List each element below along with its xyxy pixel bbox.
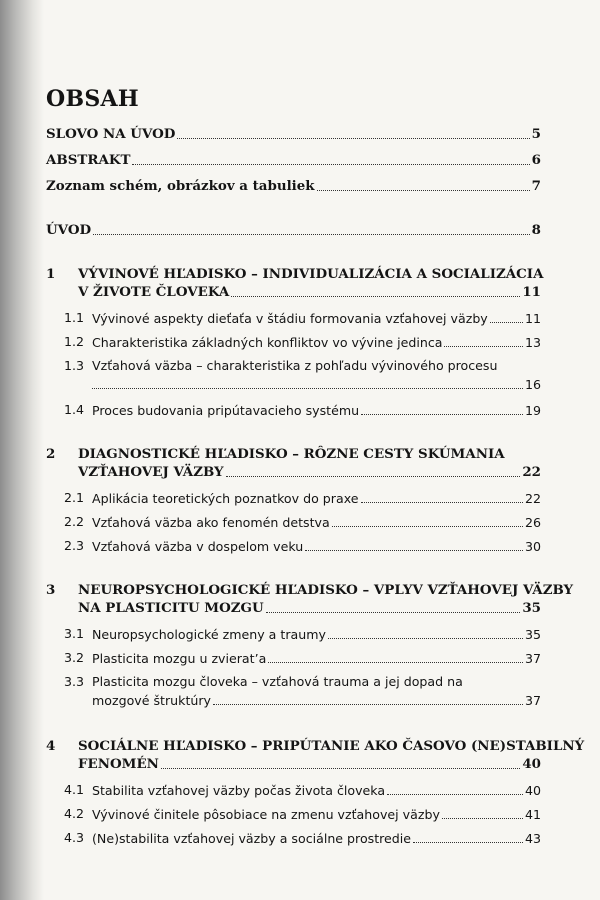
section-number: 2.2 (64, 514, 85, 529)
toc-entry-section[interactable] (92, 402, 541, 419)
section-number: 2.3 (64, 538, 85, 553)
toc-entry-label: (Ne)stabilita vzťahovej väzby a sociálne prostredie (92, 831, 412, 846)
toc-entry-page: 37 (524, 651, 541, 666)
toc-entry-section[interactable] (92, 514, 541, 531)
toc-entry-label: Proces budovania pripútavacieho systému (92, 403, 360, 418)
toc-entry-label-cont: mozgové štruktúry (92, 693, 211, 708)
toc-entry-page: 5 (531, 126, 541, 142)
toc-entry-chapter[interactable] (78, 600, 541, 617)
toc-entry-front[interactable] (46, 152, 541, 169)
section-number: 1.4 (64, 402, 85, 417)
leader-dots (490, 322, 523, 323)
toc-entry-page: 7 (531, 178, 541, 194)
toc-entry-page: 19 (524, 403, 541, 418)
leader-dots (387, 794, 523, 795)
toc-entry-label: Plasticita mozgu u zvierat’a (92, 651, 267, 666)
chapter-title[interactable]: VÝVINOVÉ HĽADISKO – INDIVIDUALIZÁCIA A SOCIALIZÁCIA (78, 266, 544, 282)
toc-entry-chapter[interactable] (78, 756, 541, 773)
section-number: 4.2 (64, 806, 85, 821)
leader-dots (93, 234, 530, 235)
toc-entry-front[interactable] (46, 126, 541, 143)
toc-entry-page: 8 (531, 222, 541, 238)
toc-entry-label: Vzťahová väzba v dospelom veku (92, 539, 304, 554)
toc-entry-page: 37 (524, 693, 541, 708)
book-gutter-shadow (0, 0, 44, 900)
leader-dots (413, 842, 523, 843)
toc-entry-page: 16 (524, 377, 541, 392)
leader-dots (268, 662, 523, 663)
section-number: 1.1 (64, 310, 85, 325)
chapter-title[interactable]: SOCIÁLNE HĽADISKO – PRIPÚTANIE AKO ČASOVO (NE)STABILNÝ (78, 738, 585, 754)
toc-entry-front[interactable] (46, 222, 541, 239)
toc-entry-label: Vývinové činitele pôsobiace na zmenu vzťahovej väzby (92, 807, 440, 822)
toc-entry-label: ABSTRAKT (46, 152, 131, 168)
leader-dots (266, 612, 521, 613)
toc-entry-page: 26 (524, 515, 541, 530)
toc-entry-page: 40 (524, 783, 541, 798)
toc-entry-label: Stabilita vzťahovej väzby počas života človeka (92, 783, 386, 798)
toc-entry-front[interactable] (46, 178, 541, 195)
toc-entry-section[interactable] (92, 830, 541, 847)
leader-dots (92, 388, 523, 389)
toc-entry-section[interactable] (92, 782, 541, 799)
section-number: 4.1 (64, 782, 85, 797)
chapter-title-cont: V ŽIVOTE ČLOVEKA (78, 284, 230, 300)
toc-entry-page: 35 (522, 600, 541, 616)
toc-entry-page: 11 (522, 284, 541, 300)
leader-dots (305, 550, 523, 551)
section-number: 1.3 (64, 358, 85, 373)
toc-entry-page: 11 (524, 311, 541, 326)
leader-dots (132, 164, 529, 165)
toc-entry-label: Aplikácia teoretických poznatkov do praxe (92, 491, 359, 506)
chapter-number: 3 (46, 582, 56, 598)
toc-entry-page: 41 (524, 807, 541, 822)
leader-dots (317, 190, 530, 191)
chapter-title[interactable]: NEUROPSYCHOLOGICKÉ HĽADISKO – VPLYV VZŤAHOVEJ VÄZBY (78, 582, 574, 598)
leader-dots (444, 346, 522, 347)
toc-entry-page: 43 (524, 831, 541, 846)
leader-dots (361, 414, 523, 415)
chapter-number: 2 (46, 446, 56, 462)
toc-entry-section[interactable] (92, 806, 541, 823)
chapter-number: 4 (46, 738, 56, 754)
toc-entry-page: 22 (522, 464, 541, 480)
toc-title: OBSAH (46, 86, 140, 112)
toc-entry-label: Zoznam schém, obrázkov a tabuliek (46, 178, 315, 194)
toc-entry-section[interactable] (92, 310, 541, 327)
toc-entry-chapter[interactable] (78, 284, 541, 301)
toc-entry-section[interactable] (92, 626, 541, 643)
toc-entry-section[interactable] (92, 334, 541, 351)
toc-entry-section[interactable] (92, 376, 541, 393)
leader-dots (213, 704, 523, 705)
toc-entry-label: Neuropsychologické zmeny a traumy (92, 627, 326, 642)
section-number: 2.1 (64, 490, 85, 505)
section-number: 4.3 (64, 830, 85, 845)
toc-entry-label: Charakteristika základných konfliktov vo vývine jedinca (92, 335, 443, 350)
toc-entry-page: 30 (524, 539, 541, 554)
chapter-number: 1 (46, 266, 56, 282)
toc-entry-label: ÚVOD (46, 222, 92, 238)
section-number: 3.1 (64, 626, 85, 641)
toc-entry-section[interactable] (92, 490, 541, 507)
toc-entry-page: 22 (524, 491, 541, 506)
toc-entry-label: SLOVO NA ÚVOD (46, 126, 176, 142)
toc-entry-page: 6 (531, 152, 541, 168)
toc-entry-label: Vzťahová väzba ako fenomén detstva (92, 515, 330, 530)
leader-dots (177, 138, 529, 139)
toc-entry-section[interactable] (92, 538, 541, 555)
leader-dots (231, 296, 520, 297)
toc-entry-chapter[interactable] (78, 464, 541, 481)
leader-dots (332, 526, 523, 527)
toc-entry-label[interactable]: Vzťahová väzba – charakteristika z pohľadu vývinového procesu (92, 358, 498, 373)
toc-entry-page: 40 (522, 756, 541, 772)
leader-dots (361, 502, 523, 503)
chapter-title-cont: FENOMÉN (78, 756, 159, 772)
toc-entry-section[interactable] (92, 650, 541, 667)
chapter-title-cont: VZŤAHOVEJ VÄZBY (78, 464, 224, 480)
section-number: 3.2 (64, 650, 85, 665)
toc-entry-section[interactable] (92, 692, 541, 709)
section-number: 1.2 (64, 334, 85, 349)
leader-dots (161, 768, 520, 769)
leader-dots (226, 476, 521, 477)
toc-entry-label[interactable]: Plasticita mozgu človeka – vzťahová trauma a jej dopad na (92, 674, 463, 689)
chapter-title[interactable]: DIAGNOSTICKÉ HĽADISKO – RÔZNE CESTY SKÚMANIA (78, 446, 505, 462)
chapter-title-cont: NA PLASTICITU MOZGU (78, 600, 264, 616)
toc-entry-label: Vývinové aspekty dieťaťa v štádiu formovania vzťahovej väzby (92, 311, 488, 326)
toc-entry-page: 13 (524, 335, 541, 350)
section-number: 3.3 (64, 674, 85, 689)
toc-entry-page: 35 (524, 627, 541, 642)
leader-dots (442, 818, 523, 819)
leader-dots (328, 638, 523, 639)
